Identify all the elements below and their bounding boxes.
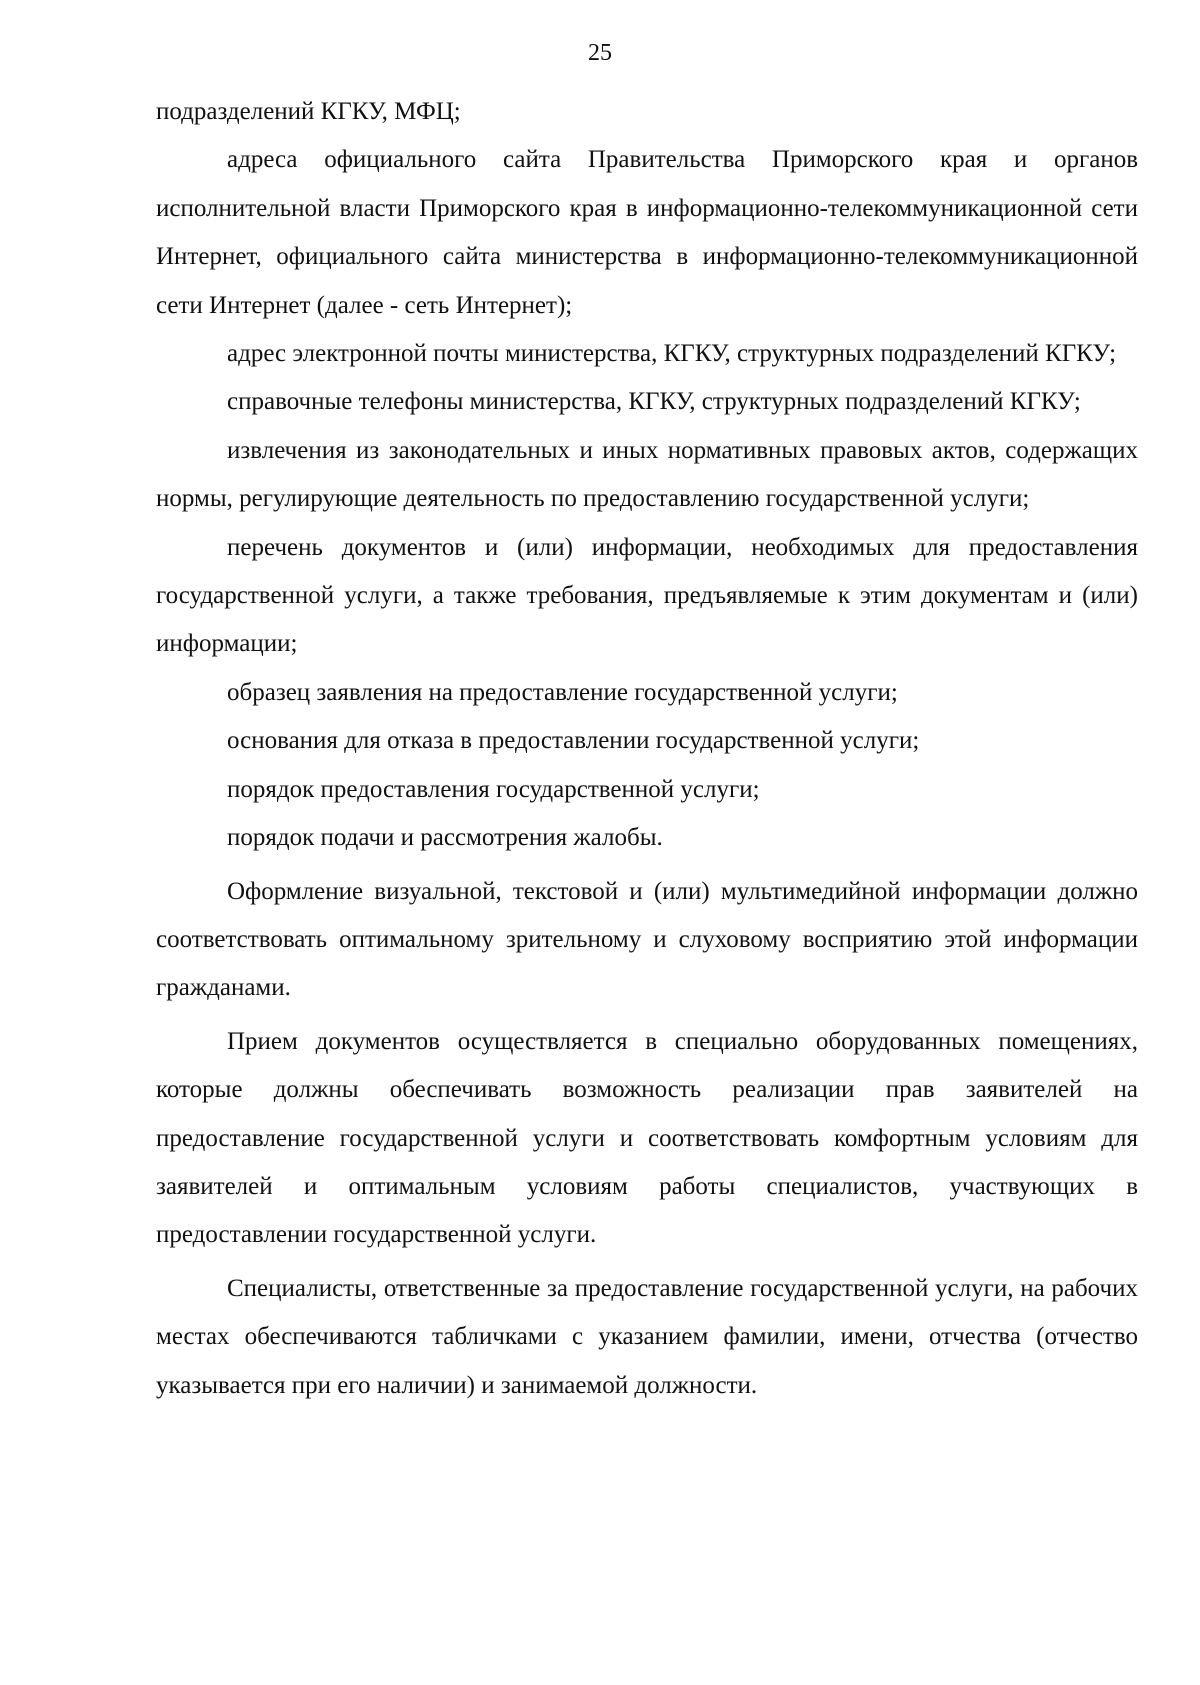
paragraph-document-reception: Прием документов осуществляется в специально оборудованных помещениях, которые должны обеспечивать возможность реализации прав заявителей на предоставление государственной услуги и соответствовать комфортным условиям для заявителей и оптимальным условиям работы специалистов, участвующих в предоставлении государственной услуги.	[156, 1027, 1138, 1249]
paragraph-legal-extracts: извлечения из законодательных и иных нормативных правовых актов, содержащих нормы, регулирующие деятельность по предоставлению государственной услуги;	[156, 436, 1138, 513]
paragraph-specialists: Специалисты, ответственные за предоставление государственной услуги, на рабочих местах обеспечиваются табличками с указанием фамилии, имени, отчества (отчество указывается при его наличии) и занимаемой должности.	[156, 1274, 1138, 1399]
paragraph-application-sample: образец заявления на предоставление государственной услуги;	[227, 678, 898, 706]
paragraph-continuation: подразделений КГКУ, МФЦ;	[156, 98, 461, 125]
paragraph-refusal-grounds: основания для отказа в предоставлении государственной услуги;	[227, 727, 920, 755]
paragraph-document-list: перечень документов и (или) информации, необходимых для предоставления государственной услуги, а также требования, предъявляемые к этим документам и (или) информации;	[156, 533, 1138, 658]
paragraph-complaints: порядок подачи и рассмотрения жалобы.	[227, 824, 663, 852]
page-number: 25	[588, 40, 612, 66]
paragraph-procedure: порядок предоставления государственной услуги;	[227, 775, 760, 803]
paragraph-phones: справочные телефоны министерства, КГКУ, структурных подразделений КГКУ;	[227, 388, 1081, 416]
paragraph-email: адрес электронной почты министерства, КГКУ, структурных подразделений КГКУ;	[227, 340, 1117, 368]
paragraph-info-design: Оформление визуальной, текстовой и (или) мультимедийной информации должно соответствовать оптимальному зрительному и слуховому восприятию этой информации гражданами.	[156, 877, 1138, 1002]
document-body	[156, 88, 1138, 1410]
paragraph-website-addresses: адреса официального сайта Правительства Приморского края и органов исполнительной власти Приморского края в информационно-телекоммуникационной сети Интернет, официального сайта министерства в информационно-телекоммуникационной сети Интернет (далее - сеть Интернет);	[156, 146, 1138, 319]
